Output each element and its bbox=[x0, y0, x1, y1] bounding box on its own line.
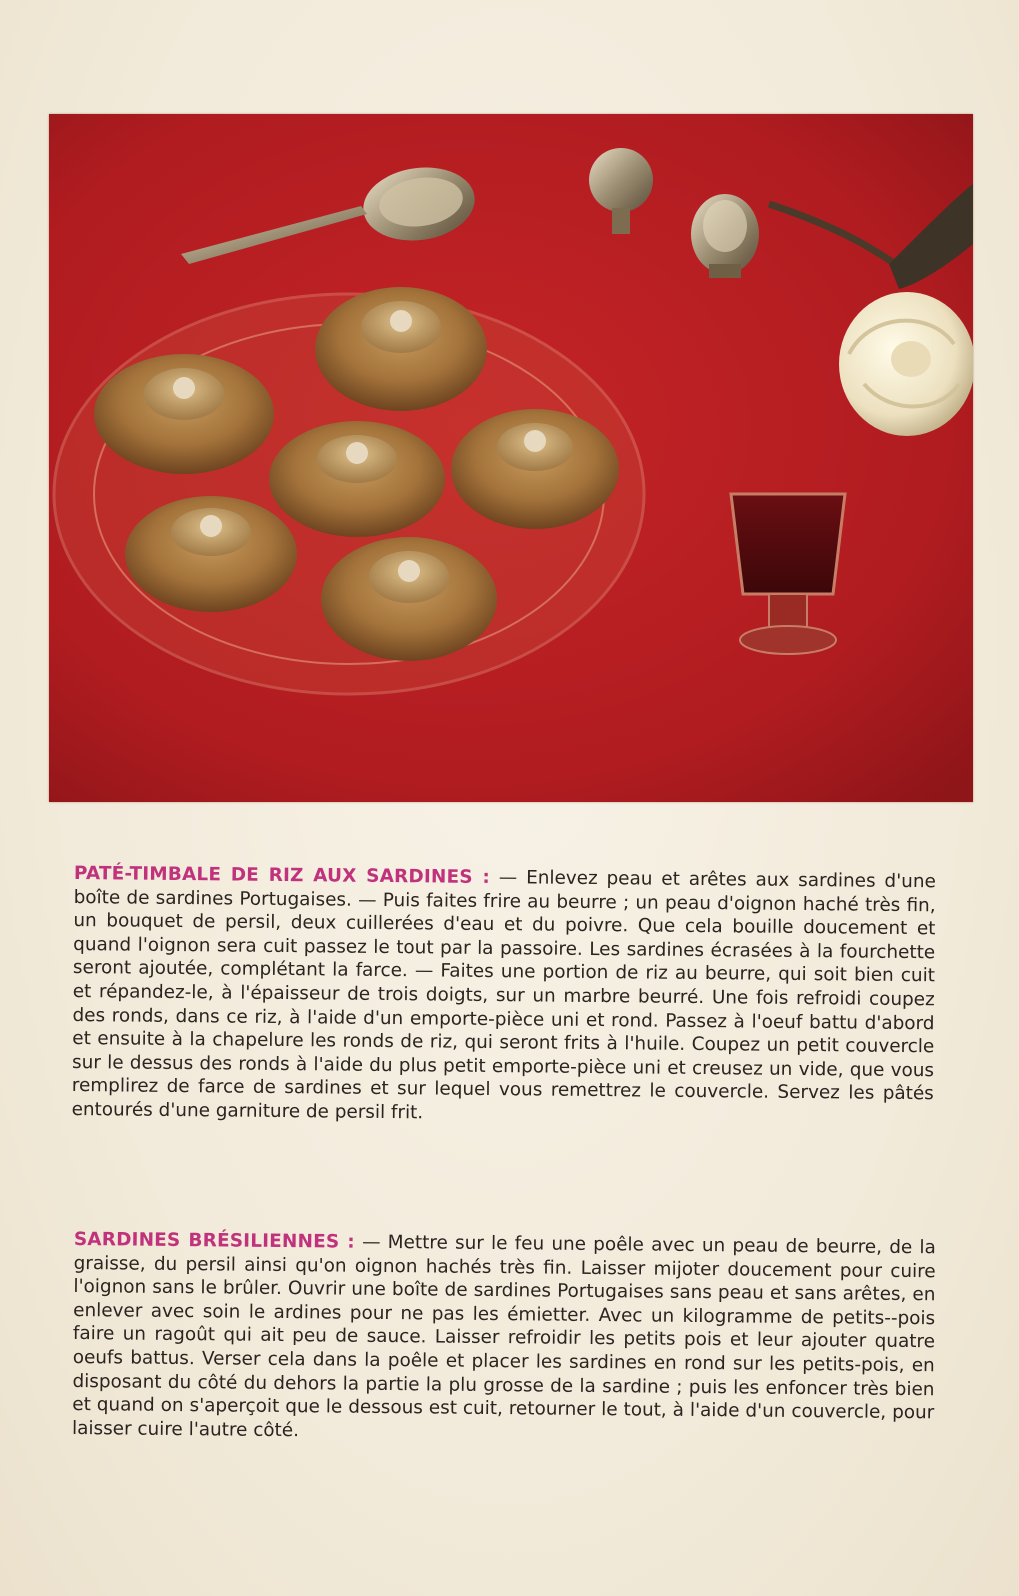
recipe-title: SARDINES BRÉSILIENNES : bbox=[73, 1229, 355, 1253]
recipe-body: — Enlevez peau et arêtes aux sardines d'une boîte de sardines Portugaises. — Puis faites frire au beurre ; un peau d'oignon haché très fin, un bouquet de persil, deux cuillerées d'eau et du poivre. Que cela bouille doucement et quand l'oignon sera cuit passez le tout par la passoire. Les sardines écrasées à la fourchette seront ajoutée, complétant la farce. — Faites une portion de riz au beurre, qui soit bien cuit et répandez-le, à l'épaisseur de trois doigts, sur un marbre beurré. Une fois refroidi coupez des ronds, dans ce riz, à l'aide d'un emporte-pièce uni et rond. Passez à l'oeuf battu d'abord et ensuite à la chapelure les ronds de riz, qui seront frits à l'huile. Coupez un petit couvercle sur le dessus des ronds à l'aide du plus petit emporte-pièce uni et creusez un vide, que vous remplirez de farce de sardines et sur lequel vous remettrez le couvercle. Servez les pâtés entourés d'une garniture de persil frit. bbox=[71, 866, 936, 1124]
recipe-photo bbox=[49, 114, 973, 802]
salt-shaker-shape bbox=[589, 148, 653, 212]
recipe-sardines-bresiliennes bbox=[72, 1228, 936, 1449]
recipe-title: PATÉ-TIMBALE DE RIZ AUX SARDINES : bbox=[73, 862, 491, 888]
recipe-pate-timbale bbox=[72, 862, 936, 1130]
white-rose-shape bbox=[839, 292, 973, 436]
rice-timbale-illustration bbox=[49, 114, 973, 802]
recipe-body: — Mettre sur le feu une poêle avec un peau de beurre, de la graisse, du persil ainsi qu'on oignon hachés très fin. Laisser mijoter doucement pour cuire l'oignon sans le brûler. Ouvrir une boîte de sardines Portugaises sans peau et sans arêtes, en enlever avec soin le ardines pour ne pas les émietter. Avec un kilogramme de petits--pois faire un ragoût qui ait peu de sauce. Laisser refroidir les petits pois et leur ajouter quatre oeufs battus. Verser cela dans la poêle et placer les sardines en rond sur les petits-pois, en disposant du côté du dehors la partie la plu grosse de la sardine ; puis les enfoncer très bien et quand on s'aperçoit que le dessous est cuit, retourner le tout, à l'aide d'un couvercle, pour laisser cuire l'autre côté. bbox=[71, 1231, 936, 1441]
